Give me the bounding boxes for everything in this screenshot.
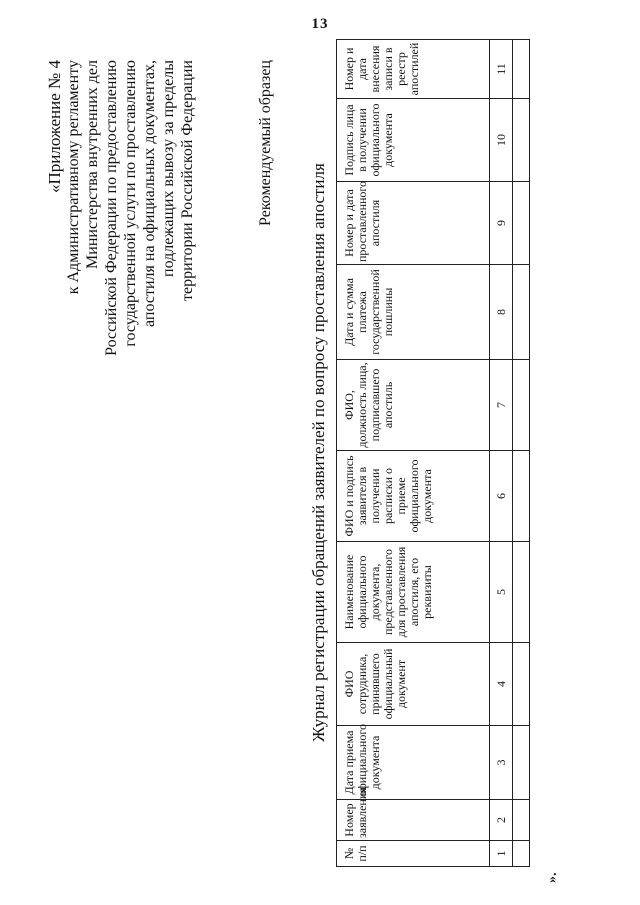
column-number: 3 (490, 726, 513, 800)
table-cell (513, 265, 530, 360)
column-header: ФИО сотрудника, принявшего официальный документ (337, 643, 490, 726)
column-number: 2 (490, 800, 513, 841)
appendix-line: апостиля на официальных документах, (141, 60, 158, 327)
appendix-line: Министерства внутренних дел (84, 60, 101, 269)
column-header: Подпись лица в получении официального документа (337, 99, 490, 182)
column-header: Номер заявления (337, 800, 490, 841)
journal-title: Журнал регистрации обращений заявителей по вопросу проставления апостиля (309, 163, 328, 742)
table-cell (513, 726, 530, 800)
column-header: Дата приема официального документа (337, 726, 490, 800)
appendix-line: к Административному регламенту (65, 60, 82, 295)
column-header: ФИО и подпись заявителя в получении расписки о приеме официального документа (337, 451, 490, 542)
appendix-line: подлежащих вывозу за пределы (160, 60, 177, 277)
table-cell (513, 451, 530, 542)
column-number: 9 (490, 182, 513, 265)
column-number: 10 (490, 99, 513, 182)
table-cell (513, 182, 530, 265)
column-number: 5 (490, 542, 513, 643)
column-number: 11 (490, 40, 513, 99)
column-header: Номер и дата внесения записи в реестр апостилей (337, 40, 490, 99)
table-row (513, 40, 530, 867)
appendix-line: государственной услуги по проставлению (122, 60, 139, 347)
column-header: Номер и дата проставленного апостиля (337, 182, 490, 265)
table-cell (513, 40, 530, 99)
column-number: 7 (490, 360, 513, 451)
table-cell (513, 360, 530, 451)
appendix-title: «Приложение № 4 (45, 60, 64, 193)
table-cell (513, 542, 530, 643)
sample-label: Рекомендуемый образец (257, 60, 274, 226)
table-cell (513, 643, 530, 726)
table-header-row (337, 40, 490, 867)
table-cell (513, 99, 530, 182)
column-number: 6 (490, 451, 513, 542)
column-number: 8 (490, 265, 513, 360)
table-cell (513, 841, 530, 867)
journal-table (336, 39, 530, 867)
appendix-header (45, 60, 197, 450)
column-header: № п/п (337, 841, 490, 867)
appendix-line: территории Российской Федерации (179, 60, 196, 301)
column-header: Наименование официального документа, представленного для проставления апостиля, его реквизиты (337, 542, 490, 643)
column-number-row (490, 40, 513, 867)
column-number: 4 (490, 643, 513, 726)
column-header: ФИО, должность лица, подписавшего апостиль (337, 360, 490, 451)
table-cell (513, 800, 530, 841)
closing-quote: ». (545, 872, 560, 883)
page-number: 13 (311, 16, 329, 32)
column-header: Дата и сумма платежа государственной пошлины (337, 265, 490, 360)
column-number: 1 (490, 841, 513, 867)
appendix-line: Российской Федерации по предоставлению (103, 60, 120, 356)
